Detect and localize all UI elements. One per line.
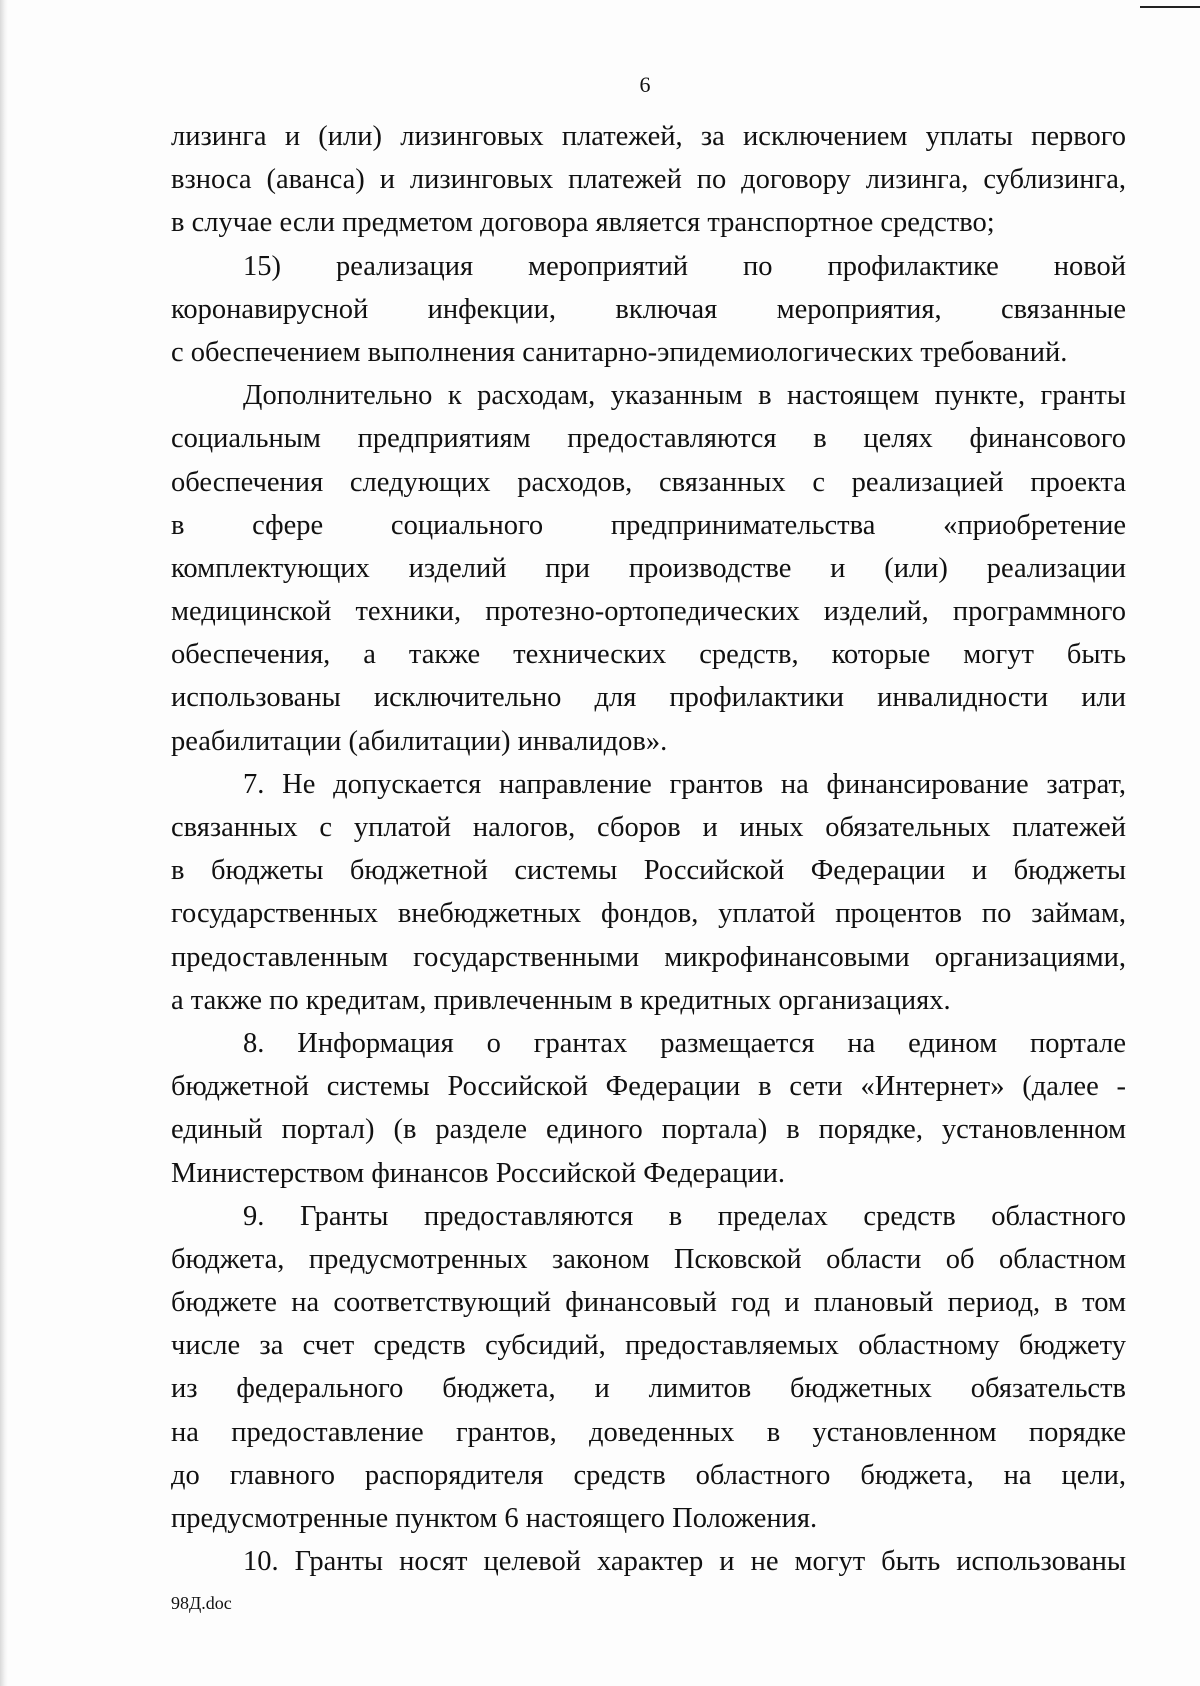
text-line: взноса (аванса) и лизинговых платежей по договору лизинга, сублизинга, <box>171 164 1126 196</box>
text-line: 9. Гранты предоставляются в пределах средств областного <box>243 1200 1126 1232</box>
top-corner-rule <box>1140 6 1200 8</box>
file-name-footer: 98Д.doc <box>171 1593 232 1613</box>
text-line: связанных с уплатой налогов, сборов и иных обязательных платежей <box>171 812 1126 843</box>
scan-edge-shadow <box>0 0 8 1686</box>
text-line: бюджете на соответствующий финансовый год и плановый период, в том <box>171 1287 1126 1319</box>
text-line: комплектующих изделий при производстве и (или) реализации <box>171 552 1126 584</box>
text-line: на предоставление грантов, доведенных в установленном порядке <box>171 1416 1126 1448</box>
page-number: 6 <box>639 72 651 97</box>
text-line: Дополнительно к расходам, указанным в настоящем пункте, гранты <box>243 380 1126 412</box>
text-line: до главного распорядителя средств областного бюджета, на цели, <box>171 1459 1126 1491</box>
text-line: лизинга и (или) лизинговых платежей, за исключением уплаты первого <box>171 121 1126 152</box>
text-line: в случае если предметом договора является транспортное средство; <box>171 207 995 239</box>
text-line: использованы исключительно для профилактики инвалидности или <box>171 682 1126 714</box>
text-line: бюджетной системы Российской Федерации в сети «Интернет» (далее - <box>171 1071 1126 1103</box>
text-line: обеспечения следующих расходов, связанных с реализацией проекта <box>171 466 1126 498</box>
text-line: 7. Не допускается направление грантов на финансирование затрат, <box>243 768 1126 800</box>
text-line: предоставленным государственными микрофинансовыми организациями, <box>171 941 1126 973</box>
text-line: а также по кредитам, привлеченным в кредитных организациях. <box>171 984 951 1016</box>
text-line: в бюджеты бюджетной системы Российской Федерации и бюджеты <box>171 855 1126 887</box>
text-line: реабилитации (абилитации) инвалидов». <box>171 725 668 757</box>
text-line: из федерального бюджета, и лимитов бюджетных обязательств <box>171 1373 1126 1405</box>
document-body <box>171 115 1126 1583</box>
text-line: бюджета, предусмотренных законом Псковской области об областном <box>171 1243 1126 1275</box>
text-line: с обеспечением выполнения санитарно-эпидемиологических требований. <box>171 336 1068 368</box>
text-line: Министерством финансов Российской Федерации. <box>171 1157 785 1189</box>
text-line: в сфере социального предпринимательства «приобретение <box>171 509 1126 541</box>
text-line: предусмотренные пунктом 6 настоящего Положения. <box>171 1503 818 1534</box>
text-line: коронавирусной инфекции, включая мероприятия, связанные <box>171 293 1126 325</box>
text-line: социальным предприятиям предоставляются в целях финансового <box>171 423 1126 455</box>
text-line: 15) реализация мероприятий по профилактике новой <box>243 250 1126 282</box>
text-line: единый портал) (в разделе единого портала) в порядке, установленном <box>171 1114 1126 1146</box>
text-line: 8. Информация о грантах размещается на едином портале <box>243 1027 1126 1059</box>
text-line: медицинской техники, протезно-ортопедических изделий, программного <box>171 596 1126 628</box>
text-line: 10. Гранты носят целевой характер и не могут быть использованы <box>243 1546 1126 1578</box>
text-line: обеспечения, а также технических средств, которые могут быть <box>171 639 1126 671</box>
text-line: государственных внебюджетных фондов, уплатой процентов по займам, <box>171 898 1126 930</box>
text-line: числе за счет средств субсидий, предоставляемых областному бюджету <box>171 1330 1126 1362</box>
